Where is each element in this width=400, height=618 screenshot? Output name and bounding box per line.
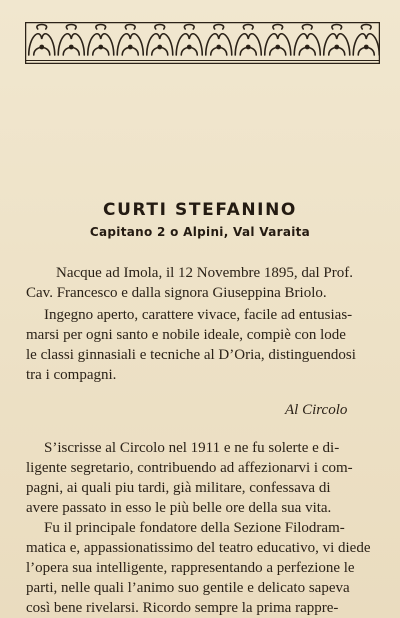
text-line: Cav. Francesco e dalla signora Giuseppina Briolo. bbox=[26, 285, 327, 301]
text-line: Fu il principale fondatore della Sezione Filodram- bbox=[44, 520, 345, 536]
text-line: marsi per ogni santo e nobile ideale, compiè con lode bbox=[26, 327, 346, 343]
text-line: così bene rivelarsi. Ricordo sempre la prima rappre- bbox=[26, 600, 339, 616]
military-rank: Capitano 2 o Alpini, Val Varaita bbox=[89, 225, 311, 239]
text-line: S’iscrisse al Circolo nel 1911 e ne fu solerte e di- bbox=[44, 440, 340, 456]
text-line: Ingegno aperto, carattere vivace, facile ad entusias- bbox=[44, 307, 353, 323]
text-line: parti, nelle quali l’animo suo gentile e delicato sapeva bbox=[26, 580, 350, 596]
text-line: le classi ginnasiali e tecniche al D’Oria, distinguendosi bbox=[26, 347, 356, 363]
text-line: l’opera sua intelligente, rappresentando a perfezione le bbox=[26, 560, 355, 576]
text-line: matica e, appassionatissimo del teatro educativo, vi diede bbox=[26, 540, 371, 556]
text-line: ligente segretario, contribuendo ad affezionarvi i com- bbox=[26, 460, 353, 476]
person-name: CURTI STEFANINO bbox=[103, 200, 297, 220]
section-title: Al Circolo bbox=[285, 402, 348, 418]
text-line: tra i compagni. bbox=[26, 367, 117, 383]
text-line: pagni, ai quali piu tardi, già militare, confessava di bbox=[26, 480, 331, 496]
text-line: Nacque ad Imola, il 12 Novembre 1895, dal Prof. bbox=[56, 265, 354, 281]
text-line: avere passato in esso le più belle ore della sua vita. bbox=[26, 500, 332, 516]
